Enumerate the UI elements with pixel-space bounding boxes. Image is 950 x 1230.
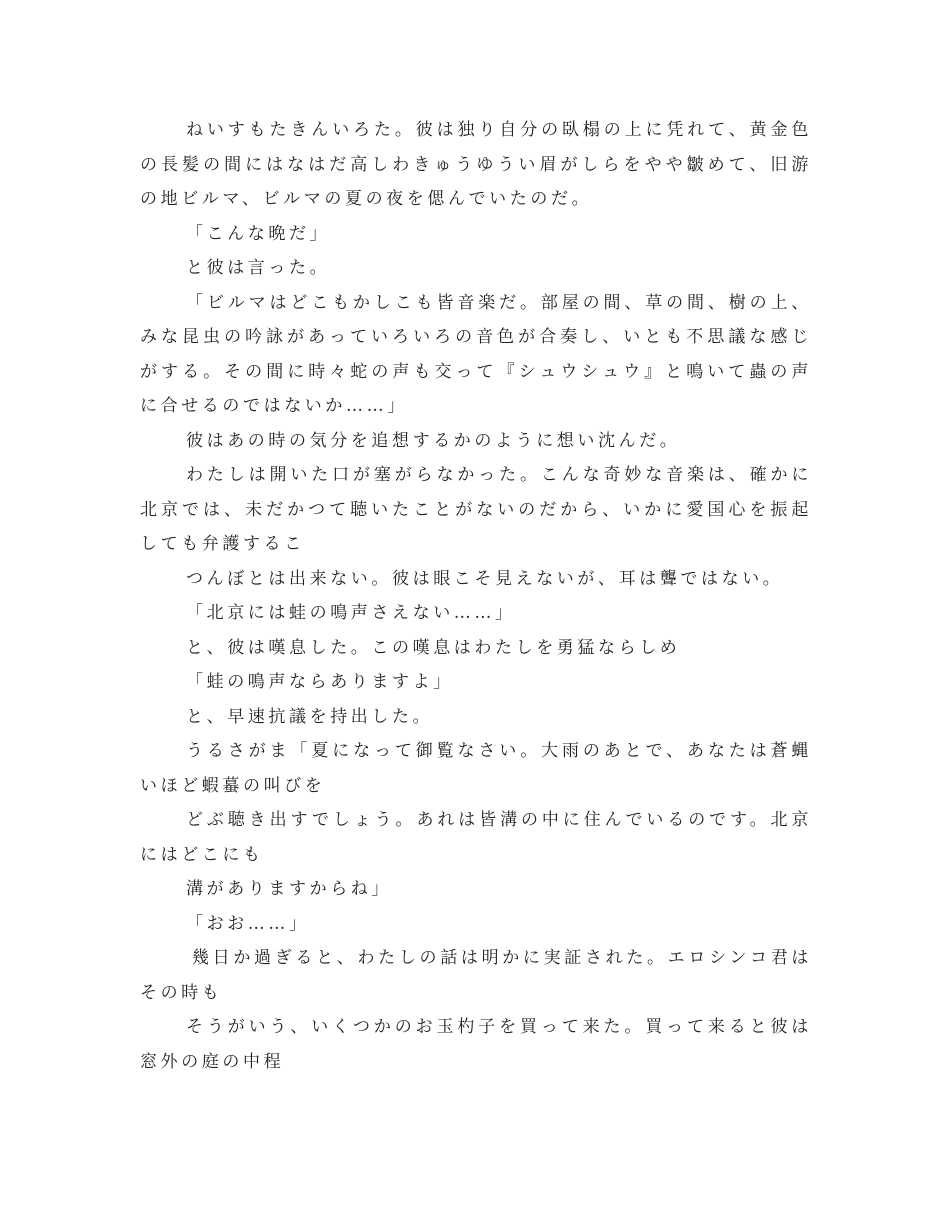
paragraph-12: うるさがま「夏になって御覧なさい。大雨のあとで、あなたは蒼蝿いほど蝦蟇の叫びを bbox=[140, 741, 812, 796]
paragraph-1: ねいすもたきんいろた。彼は独り自分の臥榻の上に凭れて、黄金色の長髪の間にはなはだ高しわきゅうゆうい眉がしらをやや皺めて、旧游の地ビルマ、ビルマの夏の夜を偲んでいたのだ。 bbox=[140, 120, 812, 209]
paragraph-6: わたしは開いた口が塞がらなかった。こんな奇妙な音楽は、確かに北京では、未だかつて聴いたことがないのだから、いかに愛国心を振起しても弁護するこ bbox=[140, 465, 812, 554]
paragraph-2: 「こんな晩だ」 bbox=[186, 223, 331, 244]
paragraph-10: 「蛙の鳴声ならありますよ」 bbox=[186, 672, 454, 692]
paragraph-7: つんぼとは出来ない。彼は眼こそ見えないが、耳は聾ではない。 bbox=[186, 568, 784, 589]
paragraph-14: 溝がありますからね」 bbox=[186, 879, 392, 899]
paragraph-8: 「北京には蛙の鳴声さえない……」 bbox=[186, 603, 516, 623]
paragraph-4: 「ビルマはどこもかしこも皆音楽だ。部屋の間、草の間、樹の上、みな昆虫の吟詠があっていろいろの音色が合奏し、いとも不思議な感じがする。その間に時々蛇の声も交って『シュウシュウ』と鳴いて蟲の声に合せるのではないか……」 bbox=[140, 292, 812, 416]
paragraph-17: そうがいう、いくつかのお玉杓子を買って来た。買って来ると彼は窓外の庭の中程 bbox=[140, 1017, 812, 1072]
paragraph-15: 「おお……」 bbox=[186, 913, 310, 934]
paragraph-9: と、彼は嘆息した。この嘆息はわたしを勇猛ならしめ bbox=[186, 637, 681, 658]
paragraph-13: どぶ聴き出すでしょう。あれは皆溝の中に住んでいるのです。北京にはどこにも bbox=[140, 810, 812, 865]
paragraph-3: と彼は言った。 bbox=[186, 258, 331, 278]
paragraph-5: 彼はあの時の気分を追想するかのように想い沈んだ。 bbox=[186, 430, 681, 451]
document-body bbox=[140, 113, 812, 1079]
paragraph-16: 幾日か過ぎると、わたしの話は明かに実証された。エロシンコ君はその時も bbox=[140, 948, 812, 1003]
paragraph-11: と、早速抗議を持出した。 bbox=[186, 706, 434, 727]
